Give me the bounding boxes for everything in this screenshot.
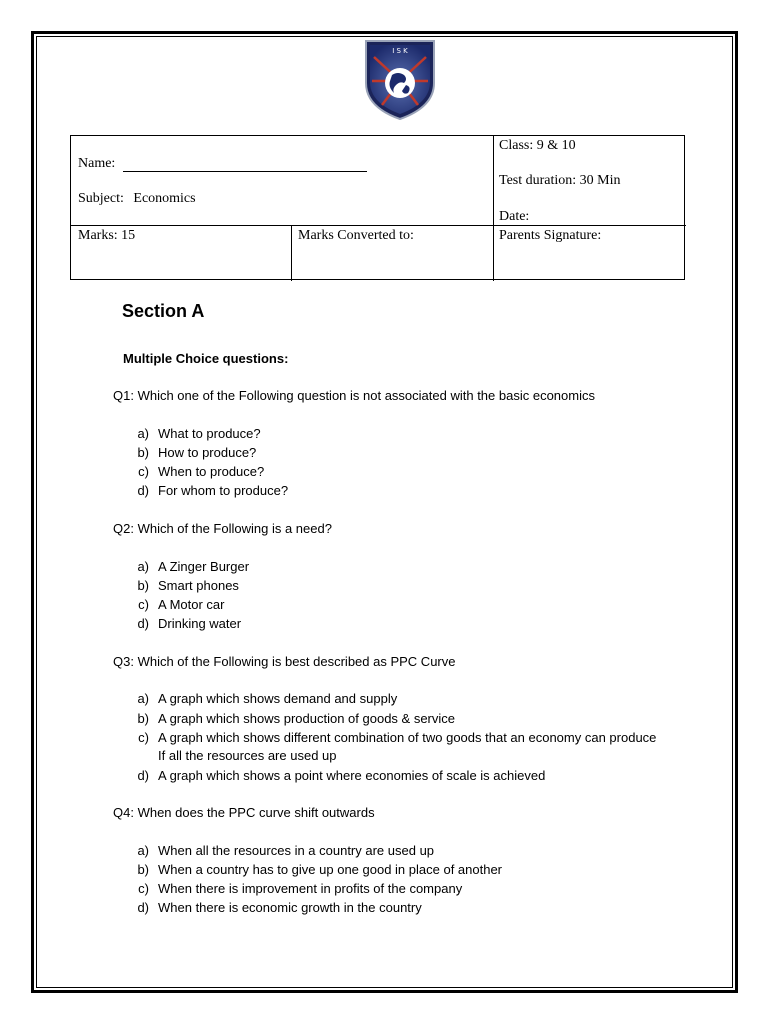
option-text-continued: If all the resources are used up	[158, 748, 337, 763]
question-2-prompt: Q2: Which of the Following is a need?	[113, 521, 332, 536]
option-text: What to produce?	[158, 426, 261, 441]
marks-label: Marks: 15	[78, 228, 136, 243]
option-text: A graph which shows different combination of two goods that an economy can produce	[158, 730, 657, 745]
option-text: When all the resources in a country are used up	[158, 843, 435, 858]
option-letter: b)	[137, 711, 149, 726]
option-text: A graph which shows production of goods & service	[158, 711, 456, 726]
student-info-table	[70, 135, 685, 280]
class-label: Class: 9 & 10	[499, 138, 576, 153]
marks-converted-field[interactable]: Marks Converted to:	[298, 228, 414, 243]
question-4-prompt: Q4: When does the PPC curve shift outwards	[113, 805, 375, 820]
option-letter: a)	[137, 559, 149, 574]
name-field[interactable]	[78, 156, 367, 172]
option-text: A graph which shows a point where economies of scale is achieved	[158, 768, 546, 783]
school-crest-logo	[362, 37, 438, 121]
option-letter: c)	[138, 597, 149, 612]
section-title: Section A	[122, 301, 205, 321]
option-text: For whom to produce?	[158, 483, 289, 498]
option-text: How to produce?	[158, 445, 257, 460]
question-1-prompt: Q1: Which one of the Following question is not associated with the basic economics	[113, 388, 595, 403]
option-text: A Zinger Burger	[158, 559, 250, 574]
option-text: When there is economic growth in the country	[158, 900, 422, 915]
option-letter: a)	[137, 843, 149, 858]
option-text: Drinking water	[158, 616, 242, 631]
parents-signature-field[interactable]: Parents Signature:	[499, 228, 602, 243]
date-field[interactable]: Date:	[499, 209, 530, 224]
test-duration-label: Test duration: 30 Min	[499, 173, 621, 188]
option-letter: d)	[137, 768, 149, 783]
option-letter: d)	[137, 900, 149, 915]
option-text: When there is improvement in profits of the company	[158, 881, 463, 896]
option-letter: c)	[138, 464, 149, 479]
option-text: A graph which shows demand and supply	[158, 691, 398, 706]
subject-field	[78, 191, 196, 207]
option-letter: b)	[137, 445, 149, 460]
option-letter: b)	[137, 862, 149, 877]
option-text: When a country has to give up one good in place of another	[158, 862, 503, 877]
question-3-prompt: Q3: Which of the Following is best described as PPC Curve	[113, 654, 456, 669]
option-text: Smart phones	[158, 578, 239, 593]
option-letter: a)	[137, 691, 149, 706]
option-text: When to produce?	[158, 464, 265, 479]
option-letter: b)	[137, 578, 149, 593]
option-letter: c)	[138, 881, 149, 896]
option-letter: d)	[137, 483, 149, 498]
option-letter: a)	[137, 426, 149, 441]
option-letter: c)	[138, 730, 149, 745]
subject-label: Subject:	[78, 191, 124, 206]
name-blank-line[interactable]	[123, 159, 367, 172]
subject-value: Economics	[133, 191, 196, 206]
option-text: A Motor car	[158, 597, 225, 612]
option-letter: d)	[137, 616, 149, 631]
section-subtitle: Multiple Choice questions:	[123, 351, 289, 366]
crest-lettering: I S K	[392, 47, 408, 55]
name-label: Name:	[78, 156, 116, 171]
